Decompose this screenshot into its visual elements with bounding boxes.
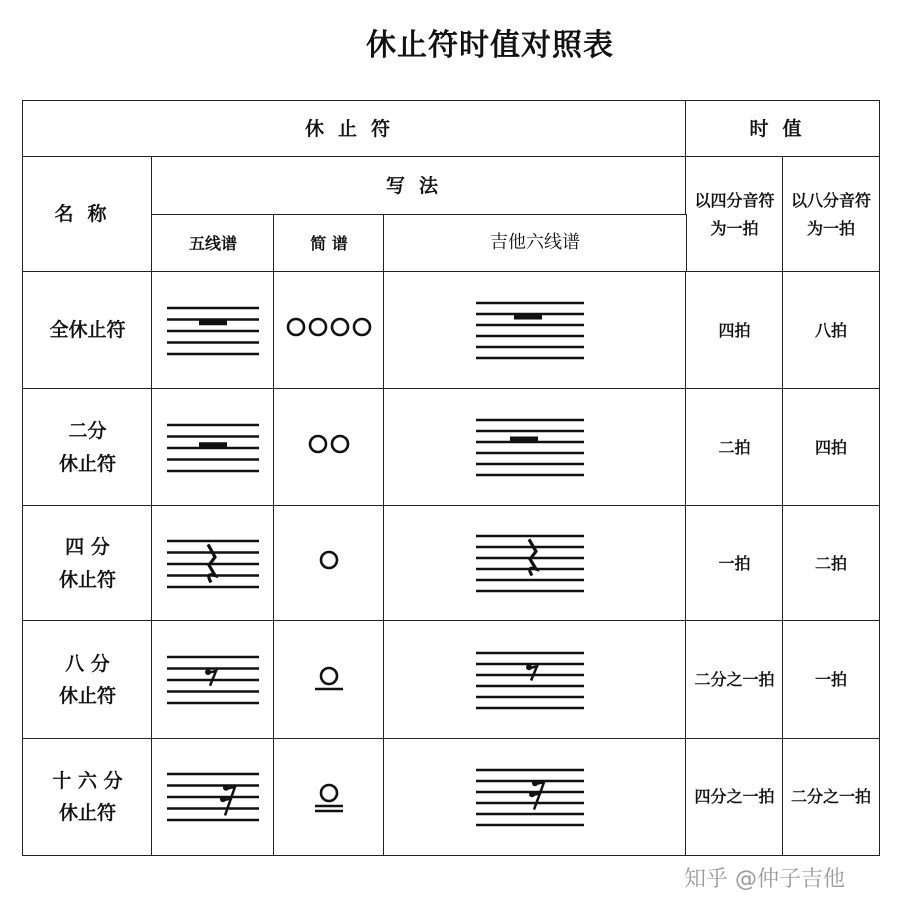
quarter-beat-value: 二分之一拍: [694, 670, 775, 690]
eighth-rest-icon: [205, 669, 216, 686]
quarter-beat-value-cell: [685, 738, 784, 856]
eighth-beat-value-cell: [782, 271, 880, 390]
quarter-beat-value-cell: [685, 388, 784, 507]
header-quarter-beat: 以四分音符为一拍: [685, 156, 784, 273]
whole-rest-icon: [514, 314, 542, 320]
staff-icon: [167, 535, 259, 593]
jianpu-cell: [273, 738, 385, 856]
guitar-tab-cell: [383, 620, 687, 740]
jianpu-rest-icon: [314, 544, 344, 584]
half-rest-icon: [510, 437, 538, 443]
guitar-tab-cell: [383, 388, 687, 507]
quarter-beat-value-cell: [685, 505, 784, 622]
eighth-beat-value: 二拍: [814, 553, 847, 573]
jianpu-cell: [273, 505, 385, 622]
header-duration: 时值: [685, 100, 880, 158]
jianpu-rest-icon: [307, 428, 351, 468]
guitar-tab-cell: [383, 271, 687, 390]
jianpu-rest-icon: [314, 777, 344, 817]
jianpu-rest-icon: [285, 311, 373, 351]
eighth-beat-value-cell: [782, 505, 880, 622]
rest-name-cell: [22, 505, 153, 622]
rest-name: 全休止符: [49, 319, 126, 342]
rest-name-cell: [22, 388, 153, 507]
guitar-tab-staff-icon: [476, 764, 584, 831]
quarter-beat-value: 四拍: [718, 320, 751, 340]
rest-name-cell: [22, 620, 153, 740]
staff-cell: [151, 620, 275, 740]
half-rest-icon: [199, 442, 227, 448]
staff-cell: [151, 738, 275, 856]
header-staff: 五线谱: [151, 214, 275, 273]
rest-name: 四 分 休止符: [58, 536, 116, 591]
rest-name: 八 分 休止符: [58, 652, 116, 707]
staff-cell: [151, 505, 275, 622]
page-title: 休止符时值对照表: [366, 28, 614, 63]
guitar-tab-staff-icon: [476, 647, 584, 714]
quarter-beat-value-cell: [685, 620, 784, 740]
eighth-beat-value-cell: [782, 388, 880, 507]
eighth-beat-value: 一拍: [814, 670, 847, 690]
rest-name-cell: [22, 738, 153, 856]
rest-name-cell: [22, 271, 153, 390]
quarter-beat-value: 一拍: [718, 553, 751, 573]
jianpu-cell: [273, 388, 385, 507]
eighth-beat-value: 八拍: [814, 320, 847, 340]
guitar-tab-staff-icon: [476, 297, 584, 364]
staff-icon: [167, 651, 259, 709]
quarter-beat-value: 四分之一拍: [694, 787, 775, 807]
sixteenth-rest-icon: [220, 785, 235, 816]
header-name: 名称: [22, 156, 153, 273]
sixteenth-rest-icon: [529, 780, 544, 809]
staff-icon: [167, 768, 259, 826]
eighth-rest-icon: [526, 664, 537, 680]
header-jianpu: 简 谱: [273, 214, 385, 273]
eighth-beat-value: 四拍: [814, 437, 847, 457]
staff-cell: [151, 271, 275, 390]
guitar-tab-staff-icon: [476, 530, 584, 597]
guitar-tab-staff-icon: [476, 414, 584, 481]
header-eighth-beat: 以八分音符为一拍: [782, 156, 880, 273]
jianpu-cell: [273, 620, 385, 740]
watermark: 知乎 @仲子吉他: [684, 867, 845, 892]
quarter-beat-value: 二拍: [718, 437, 751, 457]
staff-icon: [167, 302, 259, 360]
staff-cell: [151, 388, 275, 507]
rest-name: 二分 休止符: [58, 420, 116, 475]
eighth-beat-value: 二分之一拍: [790, 787, 871, 807]
jianpu-cell: [273, 271, 385, 390]
eighth-beat-value-cell: [782, 620, 880, 740]
eighth-beat-value-cell: [782, 738, 880, 856]
header-guitar-tab: 吉他六线谱: [383, 214, 687, 273]
staff-icon: [167, 419, 259, 477]
header-rest: 休止符: [22, 100, 687, 158]
quarter-beat-value-cell: [685, 271, 784, 390]
jianpu-rest-icon: [314, 660, 344, 700]
rest-name: 十 六 分 休止符: [52, 769, 123, 824]
guitar-tab-cell: [383, 505, 687, 622]
header-notation: 写法: [151, 156, 687, 216]
whole-rest-icon: [199, 319, 227, 325]
guitar-tab-cell: [383, 738, 687, 856]
